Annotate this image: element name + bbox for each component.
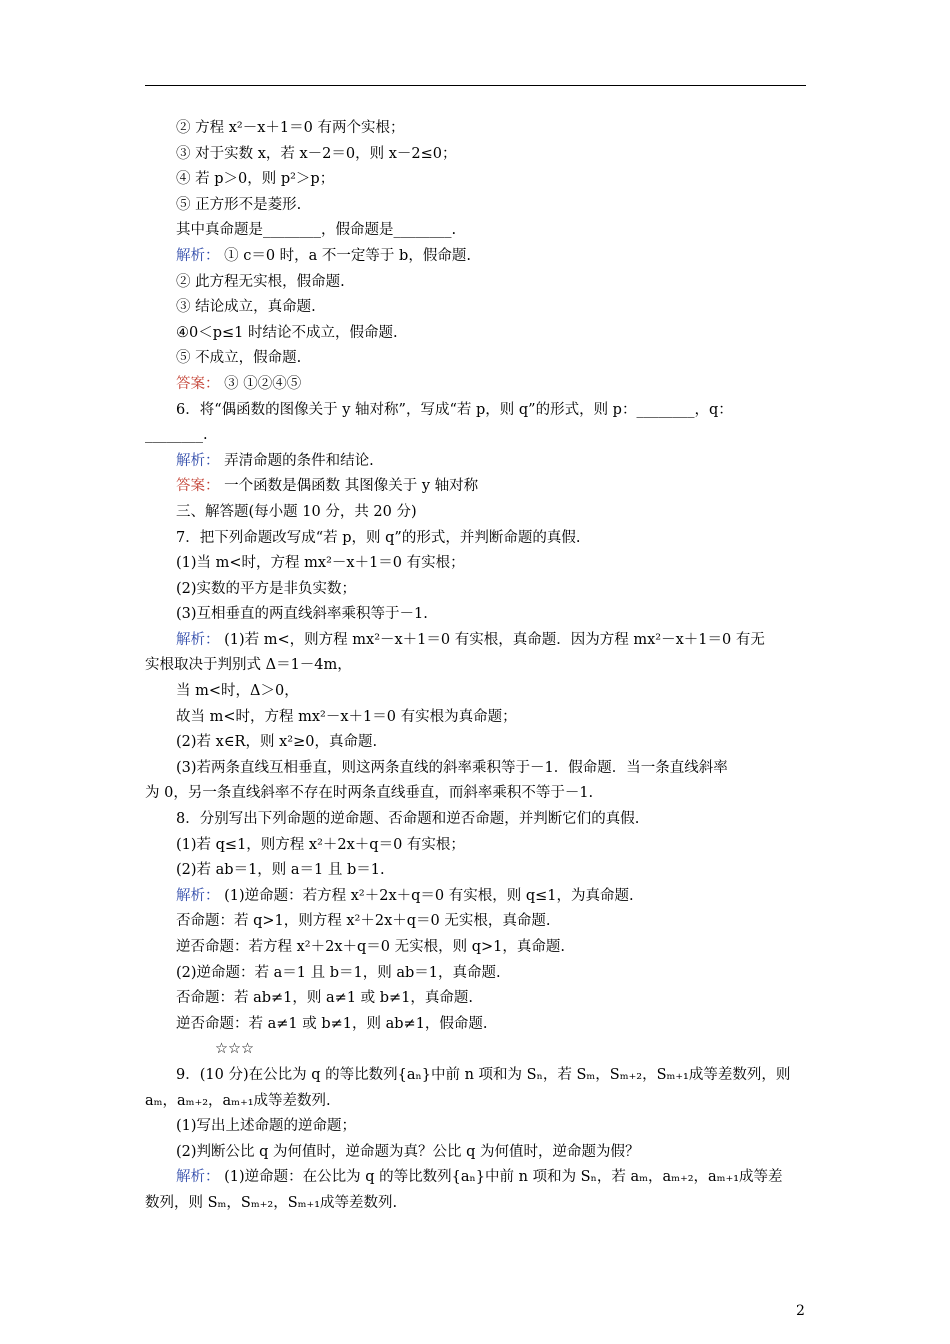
line-text: aₘ，aₘ₊₂，aₘ₊₁成等差数列. [145,1092,331,1109]
analysis-label: 解析： [176,887,220,904]
text-line [145,1089,806,1115]
text-line [145,372,806,398]
text-line [145,244,806,270]
line-text: ② 方程 x²－x＋1＝0 有两个实根； [176,120,405,136]
line-text: 数列，则 Sₘ，Sₘ₊₂，Sₘ₊₁成等差数列. [145,1194,398,1211]
line-text: 否命题：若 ab≠1，则 a≠1 或 b≠1，真命题. [176,990,474,1007]
text-line [145,986,806,1012]
text-line [145,730,806,756]
text-line [145,756,806,782]
text-line [145,167,806,193]
line-text: 三、解答题(每小题 10 分，共 20 分) [176,503,417,520]
text-line [145,1165,806,1191]
text-line [145,679,806,705]
text-line [145,474,806,500]
line-text: (3)互相垂直的两直线斜率乘积等于－1. [176,606,428,623]
text-line [145,193,806,219]
text-line [145,884,806,910]
text-line [145,705,806,731]
line-text: (1)若 m<，则方程 mx²－x＋1＝0 有实根，真命题．因为方程 mx²－x＋1＝0 有无 [219,631,765,648]
text-line [145,321,806,347]
analysis-label: 解析： [176,631,220,648]
line-text: (3)若两条直线互相垂直，则这两条直线的斜率乘积等于－1．假命题．当一条直线斜率 [176,759,728,776]
text-line [145,807,806,833]
line-text: (1)若 q≤1，则方程 x²＋2x＋q＝0 有实根； [176,836,465,853]
line-text: 6．将“偶函数的图像关于 y 轴对称”，写成“若 p，则 q”的形式，则 p：________，q： [176,401,733,418]
text-line [145,346,806,372]
text-line [145,833,806,859]
document-body [145,116,806,1217]
line-text: ③ 结论成立，真命题. [176,299,316,316]
text-line [145,602,806,628]
line-text: ⑤ 不成立，假命题. [176,350,302,367]
text-line [145,1012,806,1038]
text-line [145,1114,806,1140]
text-line [145,628,806,654]
text-line [145,653,806,679]
text-line [145,1037,806,1063]
analysis-label: 解析： [176,452,220,469]
text-line [145,909,806,935]
line-text: 一个函数是偶函数 其图像关于 y 轴对称 [219,478,479,495]
line-text: (2)判断公比 q 为何值时，逆命题为真？公比 q 为何值时，逆命题为假？ [176,1143,640,1160]
line-text: 8．分别写出下列命题的逆命题、否命题和逆否命题，并判断它们的真假. [176,811,640,828]
answer-label: 答案： [176,478,220,495]
text-line [145,781,806,807]
line-text: ________. [145,427,208,444]
text-line [145,218,806,244]
answer-label: 答案： [176,375,220,392]
line-text: ④ 若 p＞0，则 p²＞p； [176,171,335,188]
text-line [145,449,806,475]
line-text: ③ ①②④⑤ [219,375,302,392]
line-text: 逆否命题：若 a≠1 或 b≠1，则 ab≠1，假命题. [176,1015,488,1032]
text-line [145,1140,806,1166]
line-text: 其中真命题是________，假命题是________. [176,222,457,239]
analysis-label: 解析： [176,1169,220,1186]
text-line [145,526,806,552]
text-line [145,1191,806,1217]
text-line [145,551,806,577]
text-line [145,500,806,526]
text-line [145,270,806,296]
line-text: 当 m<时，Δ＞0， [176,683,299,700]
line-text: ☆☆☆ [215,1041,254,1058]
text-line [145,142,806,168]
line-text: 为 0，另一条直线斜率不存在时两条直线垂直，而斜率乘积不等于－1. [145,785,594,802]
line-text: (1)当 m<时，方程 mx²－x＋1＝0 有实根； [176,555,465,572]
text-line [145,1063,806,1089]
header-rule [145,85,806,86]
line-text: ② 此方程无实根，假命题. [176,273,345,290]
line-text: (2)实数的平方是非负实数； [176,580,357,597]
line-text: (1)逆命题：在公比为 q 的等比数列{aₙ}中前 n 项和为 Sₙ，若 aₘ，aₘ₊₂，aₘ₊₁成等差 [219,1169,783,1186]
line-text: 实根取决于判别式 Δ＝1－4m， [145,657,352,674]
line-text: 逆否命题：若方程 x²＋2x＋q＝0 无实根，则 q>1，真命题. [176,939,565,955]
analysis-label: 解析： [176,247,220,264]
line-text: ⑤ 正方形不是菱形. [176,196,302,213]
text-line [145,423,806,449]
page-number: 2 [796,1303,805,1319]
line-text: (2)若 x∈R，则 x²≥0，真命题. [176,734,378,751]
text-line [145,577,806,603]
line-text: 7．把下列命题改写成“若 p，则 q”的形式，并判断命题的真假. [176,529,581,546]
line-text: ③ 对于实数 x，若 x－2＝0，则 x－2≤0； [176,145,457,162]
text-line [145,398,806,424]
line-text: ④0＜p≤1 时结论不成立，假命题. [176,324,398,341]
line-text: (1)逆命题：若方程 x²＋2x＋q＝0 有实根，则 q≤1，为真命题. [219,887,634,904]
text-line [145,295,806,321]
line-text: (1)写出上述命题的逆命题； [176,1118,357,1135]
text-line [145,116,806,142]
text-line [145,935,806,961]
line-text: 弄清命题的条件和结论. [219,452,374,469]
line-text: 9．(10 分)在公比为 q 的等比数列{aₙ}中前 n 项和为 Sₙ，若 Sₘ，Sₘ₊₂，Sₘ₊₁成等差数列，则 [176,1066,791,1083]
line-text: 故当 m<时，方程 mx²－x＋1＝0 有实根为真命题； [176,708,517,725]
line-text: ① c＝0 时，a 不一定等于 b，假命题. [219,247,471,264]
line-text: (2)逆命题：若 a＝1 且 b＝1，则 ab＝1，真命题. [176,964,501,981]
text-line [145,961,806,987]
line-text: (2)若 ab＝1，则 a＝1 且 b＝1. [176,862,385,879]
text-line [145,858,806,884]
line-text: 否命题：若 q>1，则方程 x²＋2x＋q＝0 无实根，真命题. [176,913,551,930]
